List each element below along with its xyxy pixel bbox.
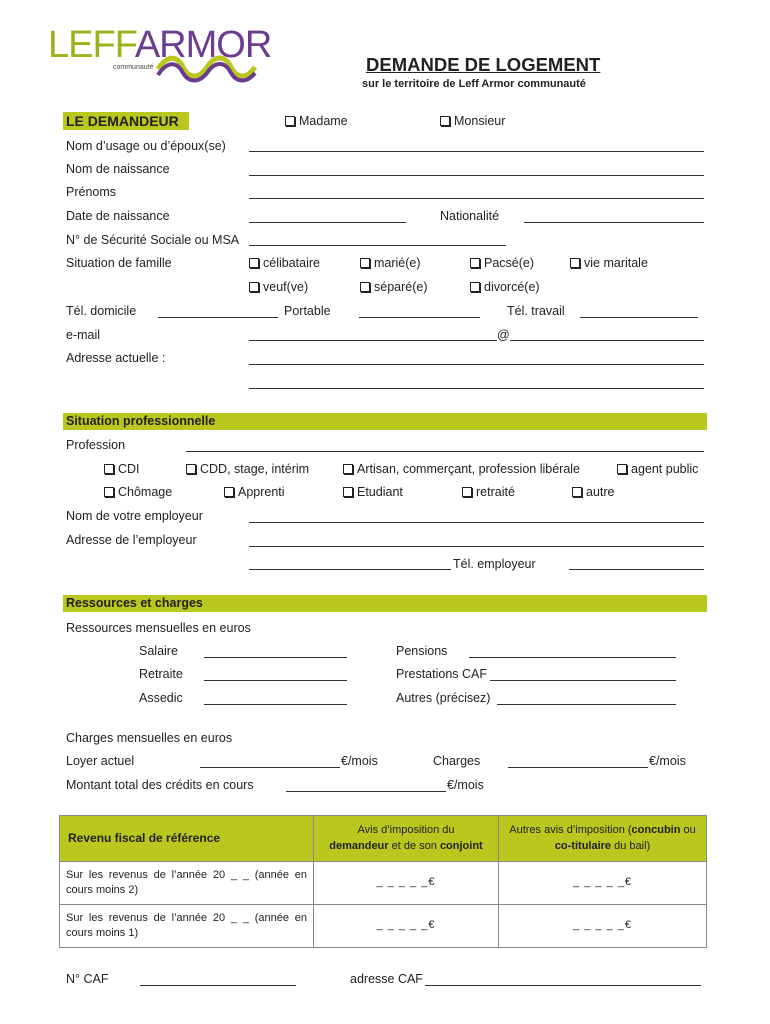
ou-text: ou [680, 823, 696, 836]
date-naissance-label: Date de naissance [66, 209, 170, 223]
checkbox-icon[interactable] [249, 282, 259, 292]
veuf-label: veuf(ve) [263, 280, 309, 294]
charges-label: Charges [433, 754, 481, 768]
logo-tagline: communauté [113, 64, 154, 71]
marie-label: marié(e) [374, 256, 421, 270]
checkbox-icon[interactable] [360, 258, 370, 268]
employeur-field[interactable] [249, 522, 704, 523]
adresse-employeur-field-1[interactable] [249, 546, 704, 547]
veuf-option[interactable] [249, 280, 308, 294]
pro-band [63, 413, 707, 430]
avis-demandeur-header [314, 816, 499, 862]
date-naissance-field[interactable] [249, 222, 406, 223]
cotitulaire-word: co-titulaire [554, 839, 612, 852]
agent-label: agent public [631, 462, 699, 476]
ressources-band [63, 595, 707, 612]
etudiant-option[interactable] [343, 485, 403, 499]
situation-label: Situation de famille [66, 256, 172, 270]
credits-label: Montant total des crédits en cours [66, 778, 254, 792]
autre-label: autre [586, 485, 615, 499]
divorce-label: divorcé(e) [484, 280, 540, 294]
nationalite-label: Nationalité [440, 209, 500, 223]
caf-number-field[interactable] [140, 985, 296, 986]
checkbox-icon[interactable] [572, 487, 582, 497]
tel-domicile-field[interactable] [158, 317, 278, 318]
checkbox-icon[interactable] [343, 464, 353, 474]
separe-option[interactable] [360, 280, 428, 294]
cdi-option[interactable] [104, 462, 140, 476]
loyer-label: Loyer actuel [66, 754, 135, 768]
nom-naissance-label: Nom de naissance [66, 162, 170, 176]
table-header-row [60, 816, 707, 862]
adresse-employeur-field-2[interactable] [249, 569, 451, 570]
adresse-label: Adresse actuelle : [66, 351, 166, 365]
row2-label: Sur les revenus de l’année 20 _ _ (année en cours moins 1) [60, 905, 314, 948]
pacse-label: Pacsé(e) [484, 256, 535, 270]
adresse-field-1[interactable] [249, 364, 704, 365]
madame-option[interactable] [285, 114, 348, 128]
vie-maritale-label: vie maritale [584, 256, 648, 270]
autres-avis-text: Autres avis d’imposition ( [509, 823, 632, 836]
row1-autres-amount[interactable]: _ _ _ _ _€ [499, 862, 707, 905]
tel-employeur-field[interactable] [569, 569, 704, 570]
salaire-field[interactable] [204, 657, 347, 658]
celibataire-option[interactable] [249, 256, 320, 270]
divorce-option[interactable] [470, 280, 540, 294]
marie-option[interactable] [360, 256, 421, 270]
row2-autres-amount[interactable]: _ _ _ _ _€ [499, 905, 707, 948]
madame-label: Madame [299, 114, 348, 128]
caf-field[interactable] [490, 680, 676, 681]
artisan-label: Artisan, commerçant, profession libérale [357, 462, 581, 476]
secu-field[interactable] [249, 245, 506, 246]
ressources-heading: Ressources et charges [66, 596, 203, 610]
retraite-field[interactable] [204, 680, 347, 681]
checkbox-icon[interactable] [249, 258, 259, 268]
table-row [60, 862, 707, 905]
conjoint-word: conjoint [439, 839, 483, 852]
logo-leff: LEFF [48, 24, 135, 66]
portable-label: Portable [284, 304, 331, 318]
celibataire-label: célibataire [263, 256, 320, 270]
avis-demandeur-text: Avis d’imposition du [357, 823, 455, 836]
nationalite-field[interactable] [524, 222, 704, 223]
cdi-label: CDI [118, 462, 140, 476]
tel-employeur-label: Tél. employeur [453, 557, 536, 571]
profession-label: Profession [66, 438, 126, 452]
checkbox-icon[interactable] [462, 487, 472, 497]
revenu-fiscal-header: Revenu fiscal de référence [60, 816, 314, 862]
autres-label: Autres (précisez) [396, 691, 491, 705]
checkbox-icon[interactable] [470, 282, 480, 292]
adresse-caf-field[interactable] [425, 985, 701, 986]
caf-number-label: N° CAF [66, 972, 109, 986]
credits-unit: €/mois [447, 778, 484, 792]
portable-field[interactable] [359, 317, 480, 318]
cdd-label: CDD, stage, intérim [200, 462, 310, 476]
charges-mensuelles-label: Charges mensuelles en euros [66, 731, 233, 745]
concubin-word: concubin [631, 823, 681, 836]
pro-heading: Situation professionnelle [66, 414, 216, 428]
pacse-option[interactable] [470, 256, 534, 270]
nom-usage-label: Nom d’usage ou d’époux(se) [66, 139, 226, 153]
secu-label: N° de Sécurité Sociale ou MSA [66, 233, 240, 247]
demandeur-heading: LE DEMANDEUR [66, 113, 179, 129]
monsieur-option[interactable] [440, 114, 505, 128]
checkbox-icon[interactable] [570, 258, 580, 268]
revenu-fiscal-table [59, 815, 707, 948]
retraite-res-label: Retraite [139, 667, 183, 681]
assedic-label: Assedic [139, 691, 183, 705]
checkbox-icon[interactable] [186, 464, 196, 474]
checkbox-icon[interactable] [104, 487, 114, 497]
loyer-unit: €/mois [341, 754, 378, 768]
table-row [60, 905, 707, 948]
charges-unit: €/mois [649, 754, 686, 768]
prenoms-label: Prénoms [66, 185, 117, 199]
demandeur-word: demandeur [329, 839, 389, 852]
row1-label: Sur les revenus de l’année 20 _ _ (année en cours moins 2) [60, 862, 314, 905]
adresse-field-2[interactable] [249, 388, 704, 389]
salaire-label: Salaire [139, 644, 178, 658]
apprenti-label: Apprenti [238, 485, 285, 499]
checkbox-icon[interactable] [104, 464, 114, 474]
checkbox-icon[interactable] [360, 282, 370, 292]
agent-option[interactable] [617, 462, 698, 476]
assedic-field[interactable] [204, 704, 347, 705]
email-user-field[interactable] [249, 340, 497, 341]
artisan-option[interactable] [343, 462, 580, 476]
page-subtitle: sur le territoire de Leff Armor communauté [362, 78, 586, 90]
checkbox-icon[interactable] [617, 464, 627, 474]
prenoms-field[interactable] [249, 198, 704, 199]
separe-label: séparé(e) [374, 280, 428, 294]
checkbox-icon[interactable] [224, 487, 234, 497]
email-at: @ [497, 328, 510, 342]
apprenti-option[interactable] [224, 485, 285, 499]
tel-domicile-label: Tél. domicile [66, 304, 137, 318]
email-label: e-mail [66, 328, 101, 342]
checkbox-icon[interactable] [285, 116, 295, 126]
logo-armor: ARMOR [134, 24, 272, 66]
autres-field[interactable] [497, 704, 676, 705]
credits-field[interactable] [286, 791, 446, 792]
tel-travail-label: Tél. travail [507, 304, 565, 318]
caf-label: Prestations CAF [396, 667, 488, 681]
adresse-caf-label: adresse CAF [350, 972, 423, 986]
monsieur-label: Monsieur [454, 114, 506, 128]
row2-demandeur-amount[interactable]: _ _ _ _ _€ [314, 905, 499, 948]
du-bail-text: du bail) [611, 839, 651, 852]
nom-usage-field[interactable] [249, 151, 704, 152]
retraite-label: retraité [476, 485, 515, 499]
nom-naissance-field[interactable] [249, 175, 704, 176]
employeur-label: Nom de votre employeur [66, 509, 203, 523]
checkbox-icon[interactable] [343, 487, 353, 497]
row1-demandeur-amount[interactable]: _ _ _ _ _€ [314, 862, 499, 905]
loyer-field[interactable] [200, 767, 340, 768]
cdd-option[interactable] [186, 462, 309, 476]
autres-avis-header [499, 816, 707, 862]
checkbox-icon[interactable] [470, 258, 480, 268]
ressources-mensuelles-label: Ressources mensuelles en euros [66, 621, 251, 635]
page-title: DEMANDE DE LOGEMENT [366, 54, 601, 75]
checkbox-icon[interactable] [440, 116, 450, 126]
vie-maritale-option[interactable] [570, 256, 648, 270]
logo-wave-icon [155, 55, 260, 83]
adresse-employeur-label: Adresse de l’employeur [66, 533, 197, 547]
profession-field[interactable] [186, 451, 704, 452]
retraite-option[interactable] [462, 485, 515, 499]
chomage-option[interactable] [104, 485, 172, 499]
pensions-label: Pensions [396, 644, 448, 658]
autre-option[interactable] [572, 485, 615, 499]
chomage-label: Chômage [118, 485, 173, 499]
charges-field[interactable] [508, 767, 648, 768]
tel-travail-field[interactable] [580, 317, 698, 318]
et-son-text: et de son [388, 839, 440, 852]
etudiant-label: Etudiant [357, 485, 403, 499]
email-domain-field[interactable] [510, 340, 704, 341]
pensions-field[interactable] [469, 657, 676, 658]
